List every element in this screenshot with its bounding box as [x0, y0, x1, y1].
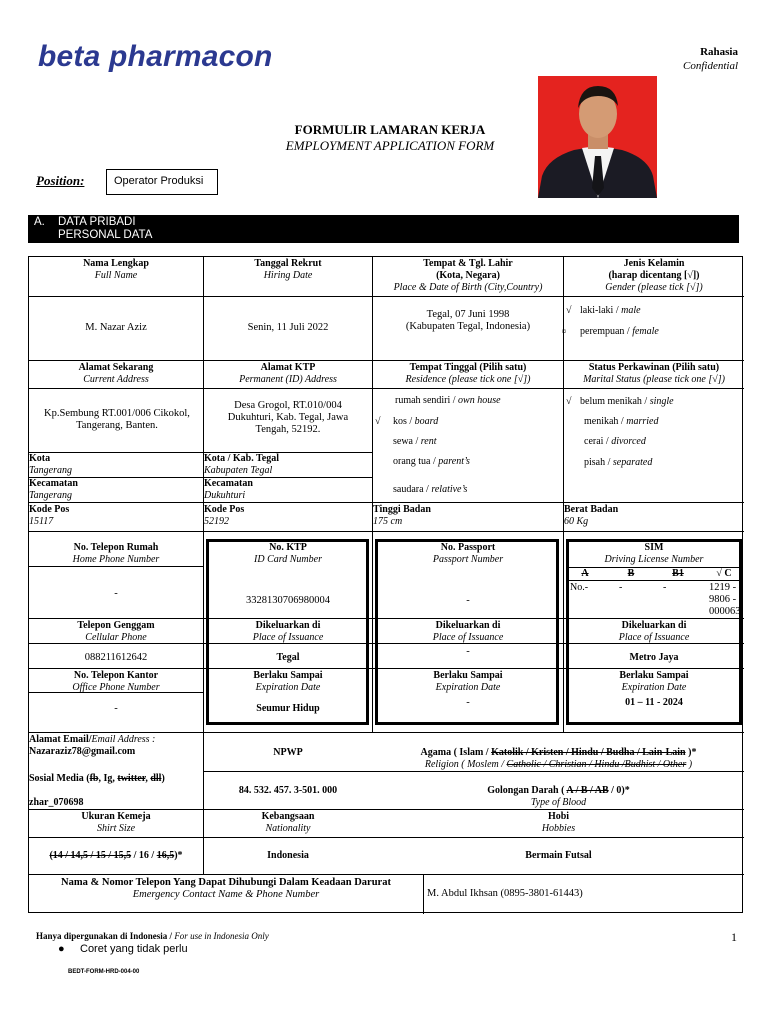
res-board-check: √: [375, 416, 381, 427]
hiring-date-value[interactable]: Senin, 11 Juli 2022: [247, 322, 329, 333]
secrecy-text-en: Confidential: [683, 60, 738, 72]
sim-type-a[interactable]: A: [581, 568, 589, 579]
full-name-value[interactable]: M. Nazar Aziz: [85, 322, 147, 333]
emergency-contact-label: Nama & Nomor Telepon Yang Dapat Dihubungi Dalam Keadaan Darurat: [61, 877, 391, 888]
office-phone-label-en: Office Phone Number: [72, 682, 160, 693]
residence-label: Tempat Tinggal (Pilih satu): [409, 362, 527, 373]
current-address-label: Alamat Sekarang: [78, 362, 154, 373]
sim-dash-1: -: [619, 582, 623, 593]
blood-type-selected[interactable]: / 0)*: [608, 785, 630, 796]
full-name-label: Nama Lengkap: [83, 258, 149, 269]
email-label: Alamat Email/: [29, 734, 92, 745]
zip2-cell: [204, 504, 372, 528]
marital-divorced-option[interactable]: [584, 436, 646, 448]
passport-value[interactable]: -: [466, 595, 470, 606]
gender-male-check: √: [566, 305, 572, 316]
current-address-header: [29, 362, 203, 386]
ktp-issue-label: Dikeluarkan di: [255, 620, 321, 631]
blood-type-label-en: Type of Blood: [530, 797, 587, 808]
birth-city-country: (Kabupaten Tegal, Indonesia): [405, 321, 531, 332]
district-value[interactable]: Tangerang: [29, 490, 72, 501]
shirt-size-end: )*: [174, 850, 183, 861]
sim-issue-label: Dikeluarkan di: [621, 620, 687, 631]
religion-struck-options: Katolik / Kristen / Hindu / Budha / Lain-Lain: [491, 747, 686, 758]
passport-expiry-label: Berlaku Sampai: [433, 670, 503, 681]
sim-expiry-value[interactable]: 01 – 11 - 2024: [625, 697, 683, 708]
form-code: BEDT-FORM-HRD-004-00: [68, 969, 140, 975]
residence-label-en: Residence (please tick one [√]): [405, 374, 531, 385]
gender-male-text: laki-laki /: [580, 305, 622, 316]
zip-value[interactable]: 15117: [29, 516, 54, 527]
mar-divorced-text-en: divorced: [611, 436, 646, 447]
passport-issue-label-en: Place of Issuance: [432, 632, 504, 643]
home-phone-label: No. Telepon Rumah: [73, 542, 159, 553]
sim-expiry-label: Berlaku Sampai: [619, 670, 689, 681]
religion-label-end: )*: [685, 747, 697, 758]
religion-label-en: Religion ( Moslem /: [424, 759, 507, 770]
blood-type-struck: A / B / AB: [566, 785, 609, 796]
social-media-value[interactable]: zhar_070698: [29, 797, 84, 808]
marital-single-option[interactable]: [566, 396, 674, 408]
shirt-size-label-en: Shirt Size: [96, 823, 136, 834]
form-title: [225, 122, 555, 154]
mar-divorced-text: cerai /: [584, 436, 612, 447]
home-phone-value[interactable]: -: [114, 588, 118, 599]
sim-expiry-header: [564, 670, 744, 694]
shirt-size-struck-2: 16,5: [156, 850, 175, 861]
res-parent-text-en: parent’s: [438, 456, 470, 467]
gender-male-option[interactable]: [566, 305, 641, 317]
religion-cell: [373, 747, 744, 771]
mar-single-check: √: [566, 396, 572, 407]
sim-issue-value[interactable]: Metro Jaya: [629, 652, 679, 663]
nationality-label-en: Nationality: [265, 823, 311, 834]
position-label: Position:: [36, 173, 85, 188]
mobile-value[interactable]: 088211612642: [84, 652, 148, 663]
res-relative-text: saudara /: [393, 484, 432, 495]
nationality-header: [204, 811, 372, 835]
res-rent-text-en: rent: [420, 436, 437, 447]
gender-label-2: (harap dicentang [√]): [608, 270, 700, 281]
religion-label: Agama ( Islam /: [420, 747, 492, 758]
hobby-header: [373, 811, 744, 835]
residence-rent-option[interactable]: [393, 436, 437, 448]
birth-label: Tempat & Tgl. Lahir: [423, 258, 513, 269]
zip2-label: Kode Pos: [204, 504, 245, 515]
religion-label-en-end: ): [686, 759, 693, 770]
passport-header: [373, 542, 563, 566]
res-parent-text: orang tua /: [393, 456, 439, 467]
regency-cell: [204, 453, 372, 477]
social-media-label: Sosial Media (fb, Ig, twitter, dll): [29, 773, 165, 784]
residence-relative-option[interactable]: [393, 484, 467, 496]
full-name-header: [29, 258, 203, 282]
section-title: DATA PRIBADI: [58, 216, 136, 228]
mar-separated-text-en: separated: [612, 457, 653, 468]
hobby-value[interactable]: Bermain Futsal: [525, 850, 592, 861]
form-title-en: EMPLOYMENT APPLICATION FORM: [285, 138, 495, 153]
marital-separated-option[interactable]: [584, 457, 652, 469]
hiring-date-label-en: Hiring Date: [263, 270, 313, 281]
passport-issue-label: Dikeluarkan di: [435, 620, 501, 631]
nationality-value[interactable]: Indonesia: [267, 850, 309, 861]
blood-type-cell: [373, 785, 744, 809]
person-photo-icon: [538, 76, 657, 198]
birth-label-2: (Kota, Negara): [436, 270, 500, 281]
gender-female-option[interactable]: [562, 326, 659, 338]
applicant-photo: [538, 76, 657, 198]
ktp-address-header: [204, 362, 372, 386]
sim-expiry-label-en: Expiration Date: [621, 682, 687, 693]
sim-header: [564, 542, 744, 566]
hobby-label: Hobi: [547, 811, 570, 822]
section-code: A.: [34, 216, 45, 228]
gender-female-text: perempuan /: [580, 326, 633, 337]
ktp-expiry-value[interactable]: Seumur Hidup: [256, 703, 320, 714]
district-label: Kecamatan: [29, 478, 78, 489]
mar-single-text: belum menikah /: [580, 396, 650, 407]
height-cell: [373, 504, 563, 528]
office-phone-value[interactable]: -: [114, 703, 118, 714]
sim-dash-2: -: [663, 582, 667, 593]
hiring-date-label: Tanggal Rekrut: [254, 258, 322, 269]
gender-header: [564, 258, 744, 294]
height-value[interactable]: 175 cm: [373, 516, 403, 527]
sim-issue-header: [564, 620, 744, 644]
usage-note: [36, 931, 269, 941]
secrecy-text: Rahasia: [700, 46, 738, 58]
shirt-size-value[interactable]: [29, 850, 203, 862]
email-value[interactable]: Nazaraziz78@gmail.com: [29, 746, 136, 757]
mar-married-text: menikah /: [584, 416, 627, 427]
res-own-text: rumah sendiri /: [395, 395, 459, 406]
birth-header: [373, 258, 563, 294]
npwp-value[interactable]: 84. 532. 457. 3-501. 000: [238, 785, 338, 796]
regency-value[interactable]: Kabupaten Tegal: [204, 465, 273, 476]
gender-female-text-en: female: [632, 326, 659, 337]
city-label: Kota: [29, 453, 51, 464]
passport-expiry-value[interactable]: -: [466, 697, 470, 708]
section-title-en: PERSONAL DATA: [58, 229, 153, 241]
sim-no-label: No.-: [570, 582, 589, 593]
strike-instruction-text: Coret yang tidak perlu: [80, 943, 188, 955]
city-value[interactable]: Tangerang: [29, 465, 72, 476]
district2-value[interactable]: Dukuhturi: [204, 490, 246, 501]
sim-type-c[interactable]: √ C: [716, 568, 732, 579]
passport-expiry-label-en: Expiration Date: [435, 682, 501, 693]
passport-expiry-header: [373, 670, 563, 694]
ktp-expiry-header: [204, 670, 372, 694]
mobile-label: Telepon Genggam: [77, 620, 155, 631]
shirt-size-label: Ukuran Kemeja: [81, 811, 151, 822]
emergency-contact-header: [29, 877, 423, 901]
residence-board-option[interactable]: [375, 416, 438, 428]
email-label-en: Email Address :: [91, 734, 156, 745]
marital-married-option[interactable]: [584, 416, 658, 428]
height-label: Tinggi Badan: [373, 504, 431, 515]
ktp-expiry-label: Berlaku Sampai: [253, 670, 323, 681]
residence-own-option[interactable]: [395, 395, 501, 407]
res-relative-text-en: relative’s: [431, 484, 468, 495]
ktp-number-label: No. KTP: [269, 542, 307, 553]
passport-label: No. Passport: [440, 542, 496, 553]
religion-struck-options-en: Catholic / Christian / Hindu /Budhist / Other: [506, 759, 687, 770]
gender-label-en: Gender (please tick [√]): [605, 282, 703, 293]
usage-note-text: Hanya dipergunakan di Indonesia /: [36, 931, 175, 941]
mar-separated-text: pisah /: [584, 457, 613, 468]
office-phone-header: [29, 670, 203, 694]
shirt-size-struck-1: (14 / 14,5 / 15 / 15,5: [49, 850, 132, 861]
passport-issue-header: [373, 620, 563, 644]
marital-label: Status Perkawinan (Pilih satu): [588, 362, 720, 373]
ktp-expiry-label-en: Expiration Date: [255, 682, 321, 693]
district-cell: [29, 478, 201, 502]
mar-married-text-en: married: [626, 416, 659, 427]
res-board-text-en: board: [414, 416, 439, 427]
gender-male-text-en: male: [621, 305, 641, 316]
sim-label-en: Driving License Number: [604, 554, 704, 565]
ktp-number-value[interactable]: 3328130706980004: [246, 595, 330, 606]
home-phone-label-en: Home Phone Number: [72, 554, 160, 565]
hiring-date-header: [204, 258, 372, 282]
mobile-label-en: Cellular Phone: [85, 632, 147, 643]
gender-female-check: ¤: [562, 327, 566, 336]
email-cell: [29, 734, 203, 758]
marital-label-en: Marital Status (please tick one [√]): [583, 374, 725, 385]
mar-single-text-en: single: [649, 396, 674, 407]
passport-label-en: Passport Number: [432, 554, 504, 565]
hobby-label-en: Hobbies: [541, 823, 576, 834]
sim-label: SIM: [644, 542, 664, 553]
res-rent-text: sewa /: [393, 436, 421, 447]
shirt-size-header: [29, 811, 203, 835]
page-number: 1: [731, 930, 737, 944]
marital-header: [564, 362, 744, 386]
ktp-issue-header: [204, 620, 372, 644]
ktp-address-label: Alamat KTP: [260, 362, 316, 373]
sim-number-value[interactable]: 1219 - 9806 - 000063: [709, 582, 741, 617]
residence-parent-option[interactable]: [393, 456, 470, 468]
regency-label: Kota / Kab. Tegal: [204, 453, 280, 464]
sim-issue-label-en: Place of Issuance: [618, 632, 690, 643]
birth-place-date: Tegal, 07 Juni 1998: [426, 309, 510, 320]
personal-data-table: [28, 256, 743, 913]
npwp-label: NPWP: [273, 747, 303, 758]
ktp-address-label-en: Permanent (ID) Address: [239, 374, 337, 385]
zip2-value[interactable]: 52192: [204, 516, 229, 527]
nationality-label: Kebangsaan: [261, 811, 315, 822]
birth-value[interactable]: [373, 309, 563, 333]
shirt-size-selected: / 16 /: [131, 850, 157, 861]
ktp-number-label-en: ID Card Number: [254, 554, 322, 565]
residence-header: [373, 362, 563, 386]
ktp-issue-label-en: Place of Issuance: [252, 632, 324, 643]
full-name-label-en: Full Name: [94, 270, 138, 281]
weight-cell: [564, 504, 742, 528]
zip-label: Kode Pos: [29, 504, 70, 515]
strike-instruction: [58, 943, 188, 955]
confidential-label: [683, 45, 738, 73]
mobile-header: [29, 620, 203, 644]
blood-type-label: Golongan Darah (: [487, 785, 567, 796]
district2-label: Kecamatan: [204, 478, 253, 489]
office-phone-label: No. Telepon Kantor: [73, 670, 159, 681]
weight-value[interactable]: 60 Kg: [564, 516, 589, 527]
section-header-personal-data: [28, 215, 739, 243]
current-address-value[interactable]: Kp.Sembung RT.001/006 Cikokol, Tangerang, Banten.: [44, 408, 190, 431]
current-address-label-en: Current Address: [83, 374, 149, 385]
res-own-text-en: own house: [458, 395, 501, 406]
res-board-text: kos /: [393, 416, 415, 427]
sim-type-b1[interactable]: B1: [672, 568, 684, 579]
passport-issue-value[interactable]: -: [466, 646, 470, 657]
home-phone-header: [29, 542, 203, 566]
usage-note-text-en: For use in Indonesia Only: [174, 931, 269, 941]
birth-label-en: Place & Date of Birth (City,Country): [393, 282, 543, 293]
position-field[interactable]: Operator Produksi: [106, 169, 218, 195]
emergency-contact-label-en: Emergency Contact Name & Phone Number: [132, 889, 320, 900]
emergency-contact-value[interactable]: M. Abdul Ikhsan (0895-3801-61443): [427, 888, 583, 899]
sim-type-b[interactable]: B: [627, 568, 635, 579]
ktp-issue-value[interactable]: Tegal: [276, 652, 300, 663]
gender-label: Jenis Kelamin: [623, 258, 685, 269]
weight-label: Berat Badan: [564, 504, 619, 515]
form-title-id: FORMULIR LAMARAN KERJA: [294, 122, 486, 137]
zip-cell: [29, 504, 201, 528]
ktp-address-value[interactable]: Desa Grogol, RT.010/004 Dukuhturi, Kab. Tegal, Jawa Tengah, 52192.: [227, 400, 349, 435]
district2-cell: [204, 478, 372, 502]
company-logo: beta pharmacon: [38, 40, 273, 73]
ktp-number-header: [204, 542, 372, 566]
bullet-icon: ●: [58, 943, 65, 955]
city-cell: [29, 453, 201, 477]
